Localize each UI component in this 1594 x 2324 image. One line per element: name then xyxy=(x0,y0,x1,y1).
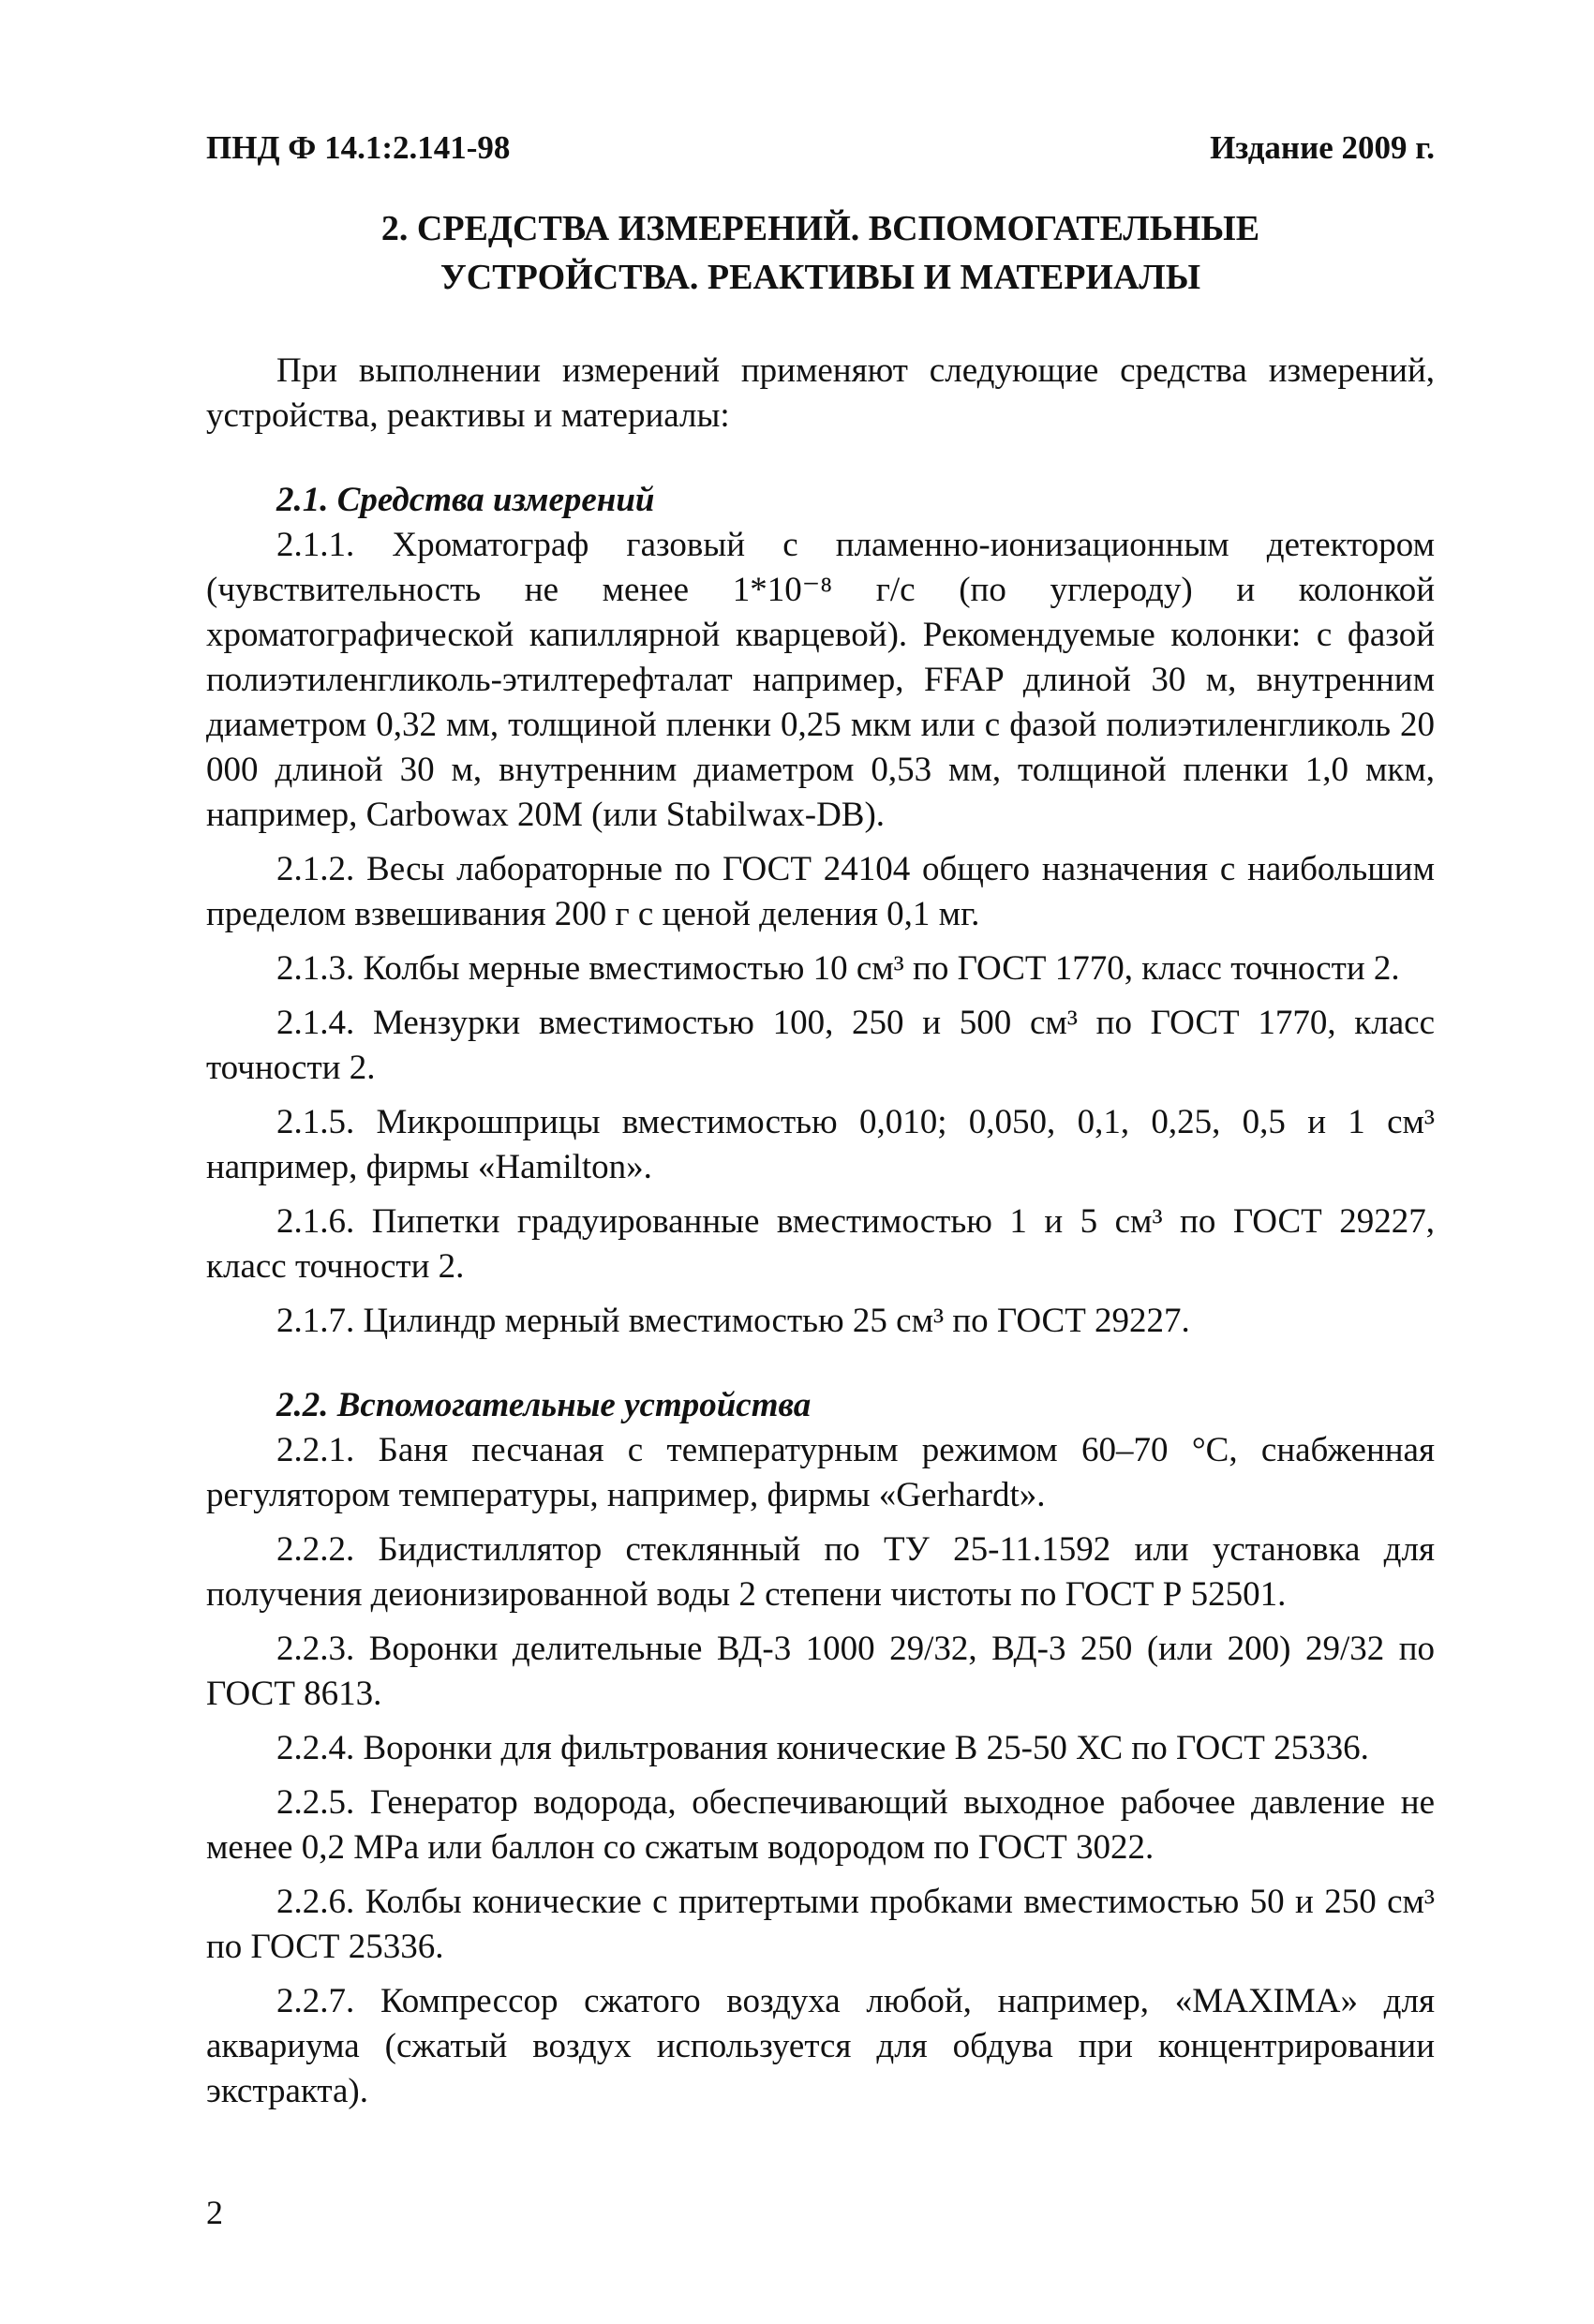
list-item-2-1-7: 2.1.7. Цилиндр мерный вместимостью 25 см³ по ГОСТ 29227. xyxy=(276,1302,1190,1340)
section-title-auxiliary-devices: 2.2. Вспомогательные устройства xyxy=(276,1386,812,1424)
list-item-2-1-1: 2.1.1. Хроматограф газовый с пламенно-ионизационным детектором (чувствительность не менее 1*10⁻⁸ г/с (по углероду) и колонкой хроматографической капиллярной кварцевой). Рекомендуемые колонки: с фазой полиэтиленгликоль-этилтерефталат например, FFAP длиной 30 м, внутренним диаметром 0,32 мм, толщиной пленки 0,25 мкм или с фазой полиэтиленгликоль 20 000 длиной 30 м, внутренним диаметром 0,53 мм, толщиной пленки 1,0 мкм, например, Carbowax 20M (или Stabilwax-DB). xyxy=(206,526,1435,834)
document-code: ПНД Ф 14.1:2.141-98 xyxy=(206,129,511,166)
running-header xyxy=(206,129,1435,167)
chapter-title-line-1: 2. СРЕДСТВА ИЗМЕРЕНИЙ. ВСПОМОГАТЕЛЬНЫЕ xyxy=(380,209,1260,248)
edition-label: Издание 2009 г. xyxy=(1210,129,1435,166)
list-item-2-1-4: 2.1.4. Мензурки вместимостью 100, 250 и 500 см³ по ГОСТ 1770, класс точности 2. xyxy=(206,1004,1435,1087)
list-item-2-2-4: 2.2.4. Воронки для фильтрования конические В 25-50 ХС по ГОСТ 25336. xyxy=(276,1729,1369,1767)
list-item-2-2-5: 2.2.5. Генератор водорода, обеспечивающий выходное рабочее давление не менее 0,2 MPa или баллон со сжатым водородом по ГОСТ 3022. xyxy=(206,1783,1435,1867)
chapter-title-line-2: УСТРОЙСТВА. РЕАКТИВЫ И МАТЕРИАЛЫ xyxy=(439,258,1201,297)
list-item-2-1-2: 2.1.2. Весы лабораторные по ГОСТ 24104 общего назначения с наибольшим пределом взвешивания 200 г с ценой деления 0,1 мг. xyxy=(206,850,1435,933)
list-item-2-2-6: 2.2.6. Колбы конические с притертыми пробками вместимостью 50 и 250 см³ по ГОСТ 25336. xyxy=(206,1883,1435,1966)
chapter-title xyxy=(206,204,1435,302)
list-item-2-1-3: 2.1.3. Колбы мерные вместимостью 10 см³ по ГОСТ 1770, класс точности 2. xyxy=(276,949,1400,988)
list-item-2-1-6: 2.1.6. Пипетки градуированные вместимостью 1 и 5 см³ по ГОСТ 29227, класс точности 2. xyxy=(206,1202,1435,1286)
list-item-2-1-5: 2.1.5. Микрошприцы вместимостью 0,010; 0,050, 0,1, 0,25, 0,5 и 1 см³ например, фирмы «Hamilton». xyxy=(206,1103,1435,1186)
list-item-2-2-7: 2.2.7. Компрессор сжатого воздуха любой, например, «MAXIMA» для аквариума (сжатый воздух используется для обдува при концентрировании экстракта). xyxy=(206,1982,1435,2110)
page-number: 2 xyxy=(206,2194,223,2231)
list-item-2-2-1: 2.2.1. Баня песчаная с температурным режимом 60–70 °С, снабженная регулятором температуры, например, фирмы «Gerhardt». xyxy=(206,1431,1435,1514)
page-content xyxy=(206,204,1435,2114)
list-item-2-2-2: 2.2.2. Бидистиллятор стеклянный по ТУ 25-11.1592 или установка для получения деионизированной воды 2 степени чистоты по ГОСТ Р 52501. xyxy=(206,1530,1435,1614)
chapter-intro-paragraph: При выполнении измерений применяют следующие средства измерений, устройства, реактивы и материалы: xyxy=(206,351,1435,435)
list-item-2-2-3: 2.2.3. Воронки делительные ВД-3 1000 29/32, ВД-3 250 (или 200) 29/32 по ГОСТ 8613. xyxy=(206,1630,1435,1713)
section-title-measuring-instruments: 2.1. Средства измерений xyxy=(276,481,655,519)
